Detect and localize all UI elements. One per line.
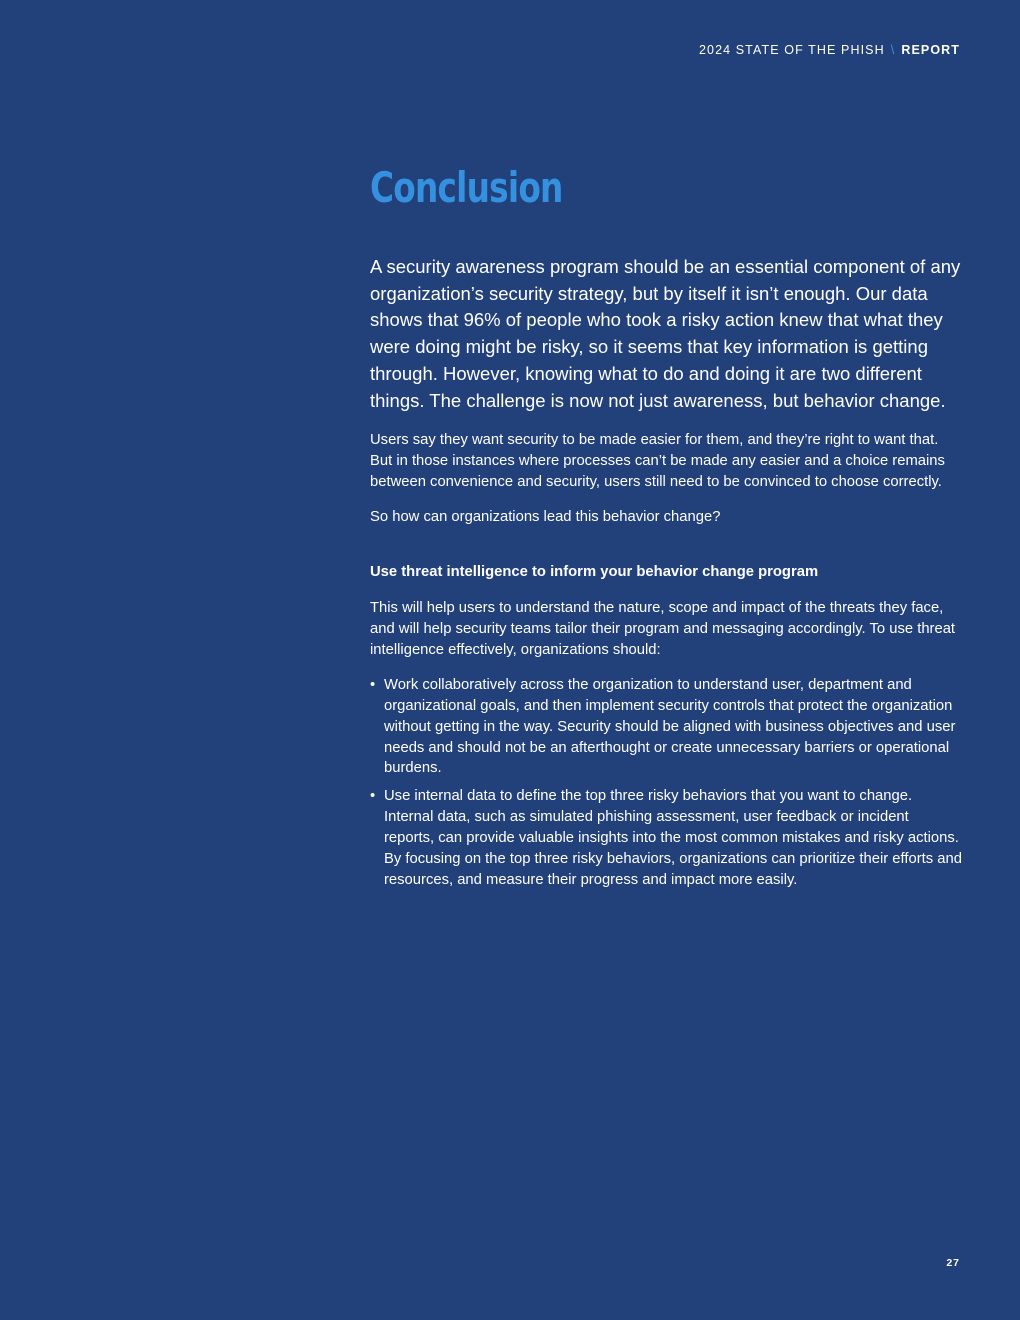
list-item <box>370 675 962 780</box>
bullet-glyph: • <box>370 676 376 693</box>
body-paragraph: Users say they want security to be made easier for them, and they’re right to want that. But in those instances where processes can’t be made any easier and a choice remains between convenience and security, users still need to be convinced to choose correctly. <box>370 432 945 490</box>
list-item-text: Work collaboratively across the organization to understand user, department and organizational goals, and then implement security controls that protect the organization without getting in the way. Security should be aligned with business objectives and user needs and should not be an afterthought or create unnecessary barriers or operational burdens. <box>384 676 956 777</box>
bullet-list <box>370 675 962 891</box>
list-item <box>370 786 962 891</box>
intro-paragraph: This will help users to understand the nature, scope and impact of the threats they face, and will help security teams tailor their program and messaging accordingly. To use threat intelligence effectively, organizations should: <box>370 600 956 658</box>
list-item-text: Use internal data to define the top three risky behaviors that you want to change. Internal data, such as simulated phishing assessment, user feedback or incident reports, can provide valuable insights into the most common mistakes and risky actions. By focusing on the top three risky behaviors, organizations can prioritize their efforts and resources, and measure their progress and impact more easily. <box>384 788 962 888</box>
section-subheading: Use threat intelligence to inform your behavior change program <box>370 564 819 581</box>
main-content <box>370 160 962 898</box>
page-number: 27 <box>946 1257 960 1269</box>
page-title: Conclusion <box>370 163 563 212</box>
running-header <box>699 43 960 57</box>
question-paragraph: So how can organizations lead this behavior change? <box>370 508 721 525</box>
header-section: REPORT <box>901 43 960 57</box>
bullet-glyph: • <box>370 788 376 805</box>
publication-title: 2024 STATE OF THE PHISH <box>698 43 885 57</box>
lead-paragraph: A security awareness program should be an essential component of any organization’s security strategy, but by itself it isn’t enough. Our data shows that 96% of people who took a risky action knew that what they were doing might be risky, so it seems that key information is getting through. However, knowing what to do and doing it are two different things. The challenge is now not just awareness, but behavior change. <box>370 256 961 411</box>
header-separator: \ <box>890 43 896 57</box>
